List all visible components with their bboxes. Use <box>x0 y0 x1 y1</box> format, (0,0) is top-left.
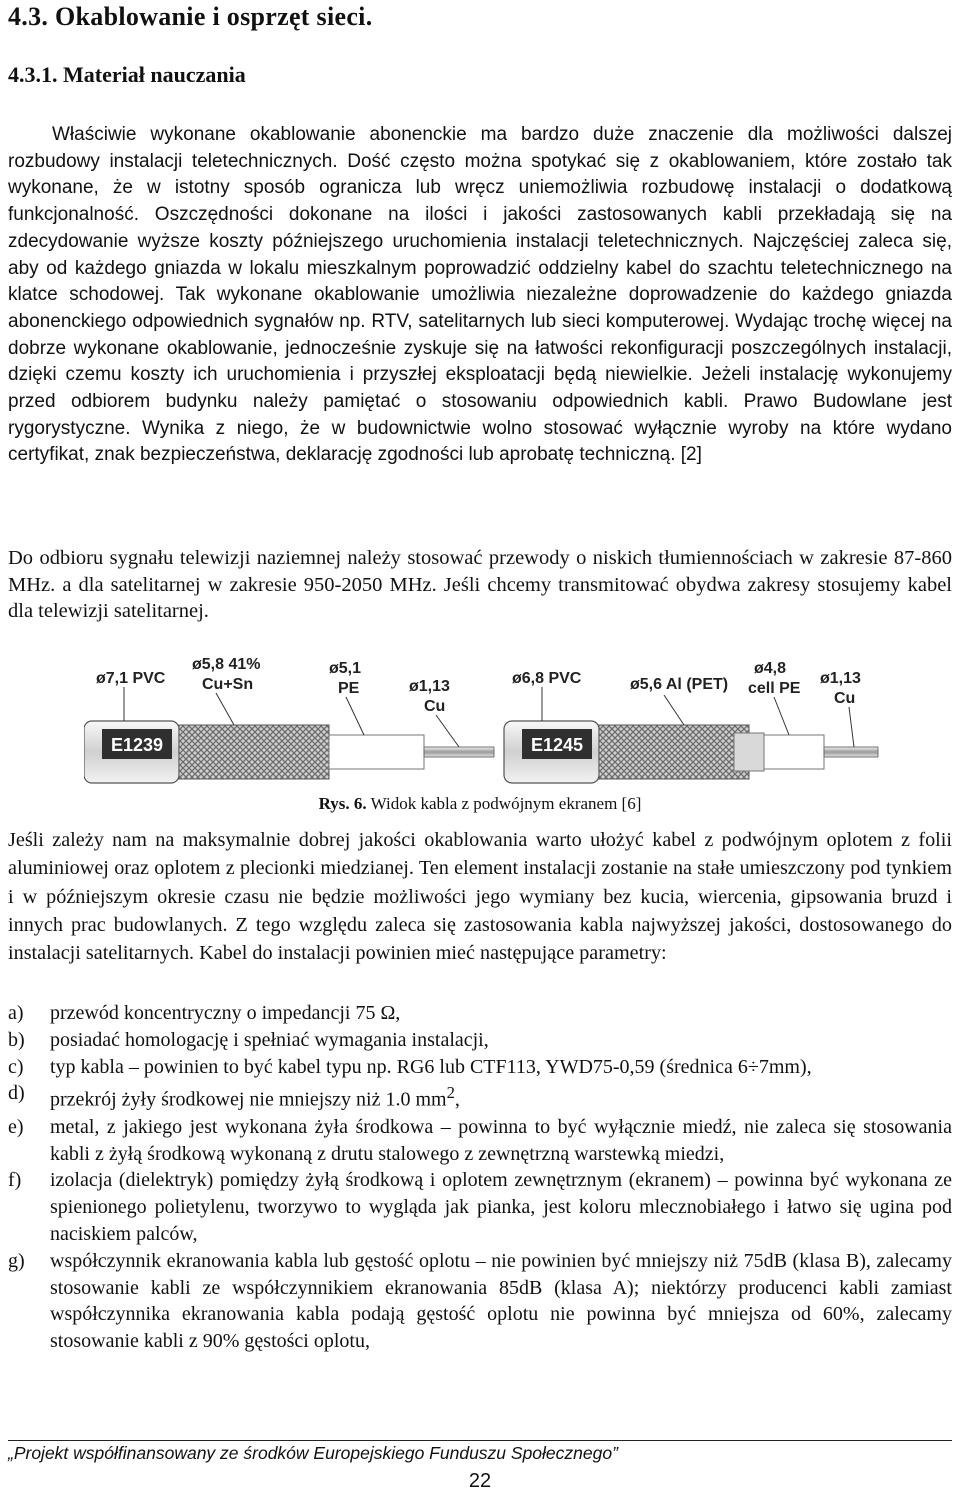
subsection-heading: 4.3.1. Materiał nauczania <box>8 62 246 87</box>
signal-paragraph: Do odbioru sygnału telewizji naziemnej należy stosować przewody o niskich tłumiennościach w zakresie 87-860 MHz. a dla satelitarnej w zakresie 950-2050 MHz. Jeśli chcemy transmitować obydwa zakresy stosujemy kabel dla telewizji satelitarnej. <box>8 547 952 622</box>
label-core-material: Cu <box>424 698 446 715</box>
list-item-text: posiadać homologację i spełniać wymagania instalacji, <box>50 1028 489 1051</box>
list-item <box>8 1000 952 1027</box>
list-item-label: g) <box>8 1249 25 1272</box>
label-outer: ø7,1 PVC <box>96 670 166 687</box>
label-core: ø1,13 <box>409 678 450 695</box>
label-outer: ø6,8 PVC <box>512 670 582 687</box>
list-item-label: e) <box>8 1115 24 1138</box>
page-number: 22 <box>468 1470 492 1492</box>
intro-paragraph-text: Właściwie wykonane okablowanie abonenckie ma bardzo duże znaczenie dla możliwości dalszej rozbudowy instalacji teletechnicznych. Dość często można spotykać się z okablowaniem, które zostało tak wykonane, że w istotny sposób ogranicza lub wręcz uniemożliwia rozbudowę instalacji o dodatkową funkcjonalność. Oszczędności dokonane na ilości i jakości zastosowanych kabli przekładają się na zdecydowanie wyższe koszty późniejszego uruchomienia instalacji teletechnicznych. Najczęściej zaleca się, aby od każdego gniazda w lokalu mieszkalnym poprowadzić oddzielny kabel do szachtu teletechnicznego na klatce schodowej. Tak wykonane okablowanie umożliwia niezależne doprowadzenie do każdego gniazda abonenckiego odpowiednich sygnałów np. RTV, satelitarnych lub sieci komputerowej. Wydając trochę więcej na dobrze wykonane okablowanie, jednocześnie zyskuje się na łatwości rekonfiguracji poszczególnych instalacji, dzięki czemu koszty ich uruchomienia i przyszłej eksploatacji będą niewielkie. Jeżeli instalację wykonujemy przed odbiorem budynku należy pamiętać o stosowaniu odpowiednich kabli. Prawo Budowlane jest rygorystyczne. Wynika z niego, że w budownictwie wolno stosować wyłącznie wyroby na które wydano certyfikat, znak bezpieczeństwa, deklarację zgodności lub aprobatę techniczną. [2] <box>8 124 952 466</box>
recommendation-paragraph: Jeśli zależy nam na maksymalnie dobrej jakości okablowania warto ułożyć kabel z podwójnym oplotem z folii aluminiowej oraz oplotem z plecionki miedzianej. Ten element instalacji zostanie na stałe umieszczony pod tynkiem i w późniejszym okresie czasu nie będzie możliwości jego wymiany bez kucia, wiercenia, gipsowania bruzd i innych prac budowlanych. Z tego względu zaleca się zastosowania kabla najwyższej jakości, dostosowanego do instalacji satelitarnych. Kabel do instalacji powinien mieć następujące parametry: <box>8 829 952 965</box>
footer-note: „Projekt współfinansowany ze środków Europejskiego Funduszu Społecznego” <box>8 1443 618 1463</box>
label-dielectric: ø5,1 <box>329 660 362 677</box>
list-item-text: przekrój żyły środkowej nie mniejszy niż 1.0 mm <box>50 1089 447 1112</box>
cable-code: E1245 <box>530 735 584 755</box>
dielectric-shape <box>329 735 424 769</box>
footer-divider <box>8 1440 952 1441</box>
label-core: ø1,13 <box>820 670 861 687</box>
caption-text: Widok kabla z podwójnym ekranem [6] <box>370 794 642 813</box>
braid-shield-shape <box>599 725 749 779</box>
list-item <box>8 1080 952 1113</box>
parameter-list <box>8 1000 952 1355</box>
label-shield: ø5,8 41% <box>192 656 261 673</box>
list-item-text: współczynnik ekranowania kabla lub gęstość oplotu – nie powinien być mniejszy niż 75dB (klasa B), zalecamy stosowanie kabli ze współczynnikiem ekranowania 85dB (klasa A); niektórzy producenci kabli zamiast współczynnika ekranowania kabla podają gęstość oplotu nie powinna być mniejsza od 60%, zalecamy stosowanie kabli z 90% gęstości oplotu, <box>50 1249 952 1353</box>
list-item <box>8 1248 952 1355</box>
cable-figure <box>84 651 880 787</box>
dielectric-shape <box>764 735 824 769</box>
label-dielectric-material: PE <box>338 680 360 697</box>
label-shield: ø5,6 Al (PET) <box>630 676 729 693</box>
superscript: 2 <box>446 1083 455 1103</box>
label-dielectric: ø4,8 <box>754 660 787 677</box>
braid-shield-shape <box>179 725 329 779</box>
foil-shape <box>734 733 764 771</box>
cable-code: E1239 <box>110 735 164 755</box>
list-item-text: izolacja (dielektryk) pomiędzy żyłą środkową i oplotem zewnętrznym (ekranem) – powinna być wykonana ze spienionego polietylenu, tworzywo to wygląda jak pianka, jest koloru mlecznobiałego i łatwo się ugina pod naciskiem palców, <box>50 1169 952 1246</box>
list-item-label: b) <box>8 1028 25 1051</box>
double-shield-cable-illustration <box>84 651 880 787</box>
label-dielectric-material: cell PE <box>748 680 801 697</box>
list-item-text: metal, z jakiego jest wykonana żyła środkowa – powinna to być wyłącznie miedź, nie zaleca się stosowania kabli z żyłą środkową wykonaną z drutu stalowego z zewnętrzną warstewką miedzi, <box>50 1115 952 1165</box>
list-item-text: przewód koncentryczny o impedancji 75 Ω, <box>50 1002 401 1024</box>
list-item <box>8 1167 952 1247</box>
cable-e1245 <box>504 660 878 783</box>
list-item-label: f) <box>8 1169 22 1192</box>
list-item-label: a) <box>8 1002 24 1024</box>
list-item-suffix: , <box>454 1089 460 1112</box>
list-item-label: c) <box>8 1055 24 1078</box>
core-shape <box>824 747 878 757</box>
label-shield-material: Cu+Sn <box>202 676 254 693</box>
core-shape <box>424 747 494 757</box>
caption-number: Rys. 6. <box>318 794 367 813</box>
cable-e1239 <box>84 656 494 783</box>
list-item <box>8 1054 952 1081</box>
list-item <box>8 1114 952 1168</box>
figure-caption <box>0 794 960 814</box>
list-item-label: d) <box>8 1082 25 1105</box>
section-heading: 4.3. Okablowanie i osprzęt sieci. <box>8 2 373 31</box>
list-item-text: typ kabla – powinien to być kabel typu np. RG6 lub CTF113, YWD75-0,59 (średnica 6÷7mm), <box>50 1055 812 1078</box>
label-core-material: Cu <box>834 690 856 707</box>
intro-paragraph <box>8 122 952 469</box>
list-item <box>8 1027 952 1054</box>
